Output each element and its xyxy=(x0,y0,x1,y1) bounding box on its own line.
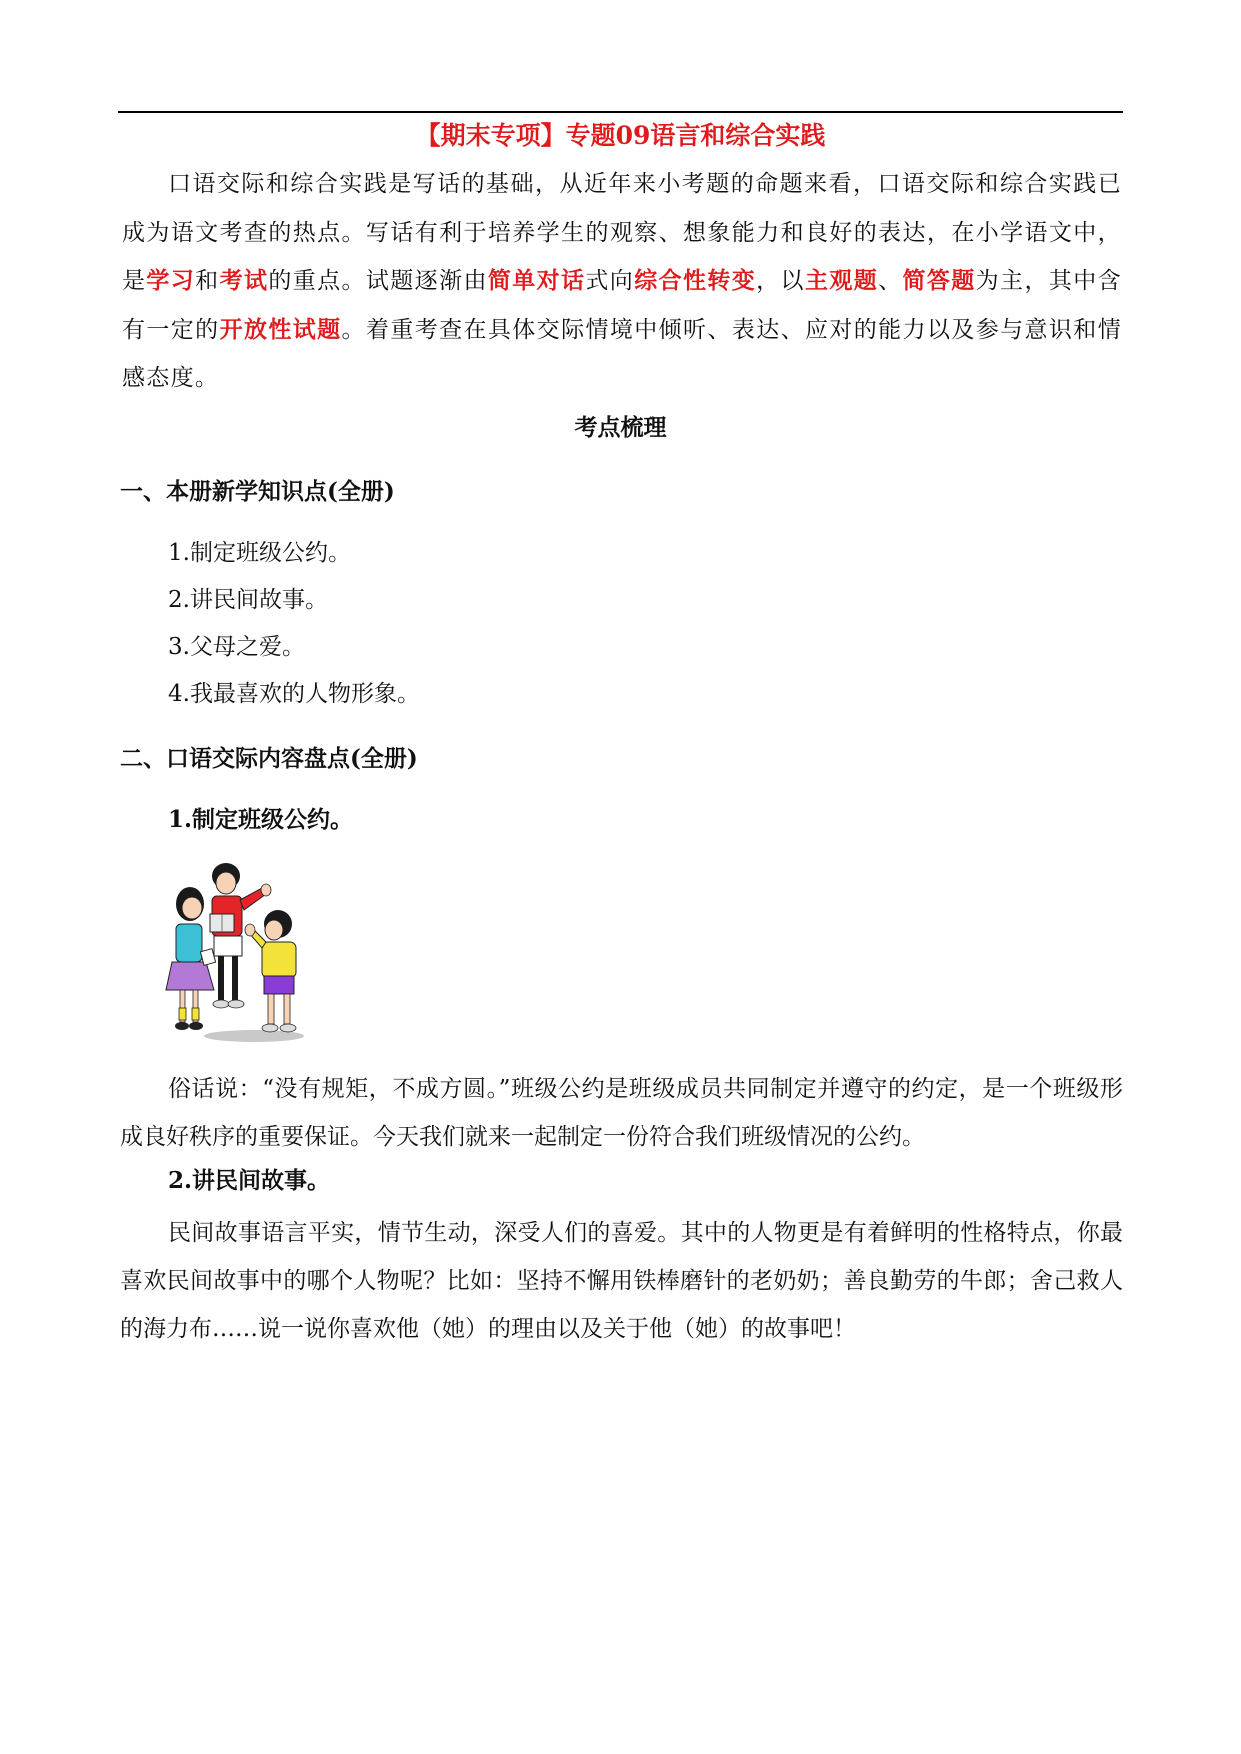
sub1-heading: 1.制定班级公约。 xyxy=(168,806,354,833)
intro-highlight: 开放性试题 xyxy=(219,315,342,343)
intro-highlight: 学习 xyxy=(146,267,196,294)
document-title: 【期末专项】专题09语言和综合实践 xyxy=(415,121,826,150)
intro-text: 。着重考查在具体交际情境中倾听、表达、应对的能力以及参与意识和情感态度。 xyxy=(122,316,1123,391)
intro-highlight: 考试 xyxy=(219,267,269,294)
sub2-heading: 2.讲民间故事。 xyxy=(168,1167,331,1194)
intro-paragraph xyxy=(122,160,1122,403)
children-discussion-illustration xyxy=(162,858,322,1048)
sub2-paragraph: 民间故事语言平实，情节生动，深受人们的喜爱。其中的人物更是有着鲜明的性格特点，你最喜欢民间故事中的哪个人物呢？比如：坚持不懈用铁棒磨针的老奶奶；善良勤劳的牛郎；舍己救人的海力布……说一说你喜欢他（她）的理由以及关于他（她）的故事吧！ xyxy=(120,1220,1123,1342)
list-item: 2.讲民间故事。 xyxy=(168,587,328,613)
intro-highlight: 主观题 xyxy=(804,267,879,294)
intro-text: 为主，其中含有一定的 xyxy=(122,268,1122,343)
part1-heading: 一、本册新学知识点(全册) xyxy=(120,478,395,505)
intro-highlight: 简单对话 xyxy=(487,267,586,294)
header-rule xyxy=(118,111,1123,113)
intro-highlight: 综合性转变 xyxy=(634,267,757,294)
boy-red-figure xyxy=(210,863,271,1008)
intro-text: 式向 xyxy=(585,268,635,294)
intro-text: 的重点。试题逐渐由 xyxy=(268,268,488,294)
part2-heading: 二、口语交际内容盘点(全册) xyxy=(120,745,418,772)
section-title: 考点梳理 xyxy=(574,414,667,441)
intro-text: 、 xyxy=(878,268,903,294)
sub1-paragraph: 俗话说：“没有规矩，不成方圆。”班级公约是班级成员共同制定并遵守的约定，是一个班级形成良好秩序的重要保证。今天我们就来一起制定一份符合我们班级情况的公约。 xyxy=(120,1076,1123,1150)
list-item: 4.我最喜欢的人物形象。 xyxy=(168,681,420,707)
boy-yellow-figure xyxy=(245,910,296,1032)
list-item: 1.制定班级公约。 xyxy=(168,540,351,566)
intro-text: 和 xyxy=(195,268,220,294)
intro-text: 口语交际和综合实践是写话的基础，从近年来小考题的命题来看，口语交际和综合实践已成为语文考查的热点。写话有利于培养学生的观察、想象能力和良好的表达，在小学语文中，是 xyxy=(122,171,1122,294)
intro-text: ，以 xyxy=(756,268,805,294)
intro-highlight: 简答题 xyxy=(902,267,976,294)
girl-figure xyxy=(166,887,216,1030)
list-item: 3.父母之爱。 xyxy=(168,634,305,660)
